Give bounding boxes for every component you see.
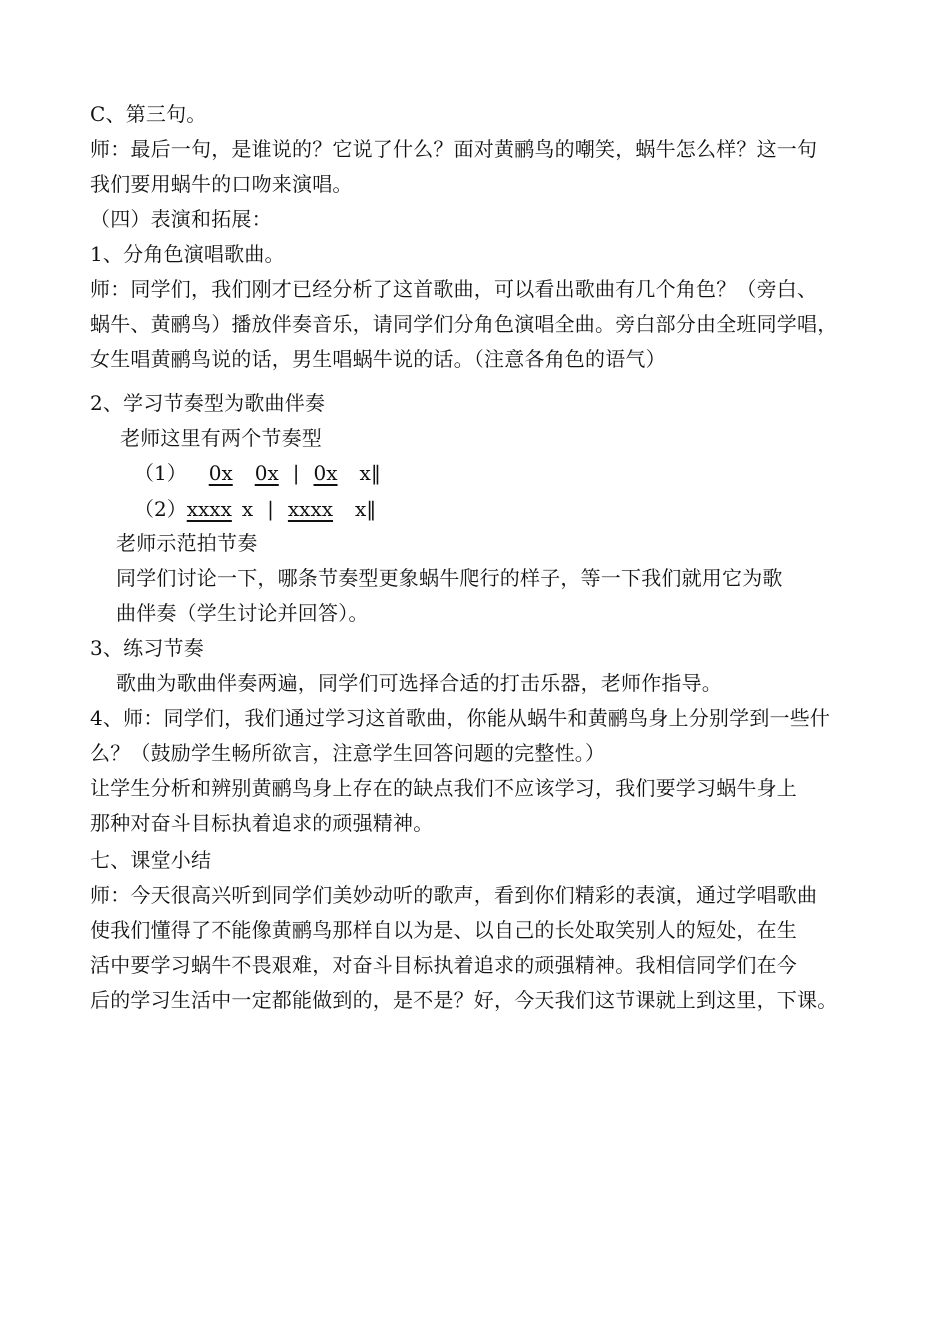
text-line: 3、练习节奏: [90, 636, 204, 660]
end-barline: ‖: [366, 497, 377, 521]
rhythm-label: （2）: [134, 497, 187, 521]
section-heading: （四）表演和拓展：: [90, 207, 272, 231]
rhythm-pattern-1: [134, 456, 381, 490]
rhythm-note: 0x: [208, 461, 233, 485]
text-line: 让学生分析和辨别黄鹂鸟身上存在的缺点我们不应该学习，我们要学习蜗牛身上: [90, 776, 797, 800]
rhythm-note: 0x: [254, 461, 279, 485]
text-line: 歌曲为歌曲伴奏两遍，同学们可选择合适的打击乐器，老师作指导。: [116, 671, 722, 695]
text-line: 师：今天很高兴听到同学们美妙动听的歌声，看到你们精彩的表演，通过学唱歌曲: [90, 883, 818, 907]
text-line: 那种对奋斗目标执着追求的顽强精神。: [90, 811, 434, 835]
section-heading: 七、课堂小结: [90, 848, 212, 872]
text-line: 老师示范拍节奏: [116, 531, 258, 555]
text-line: 师：同学们，我们刚才已经分析了这首歌曲，可以看出歌曲有几个角色？（旁白、: [90, 277, 818, 301]
text-line: 蜗牛、黄鹂鸟）播放伴奏音乐，请同学们分角色演唱全曲。旁白部分由全班同学唱，: [90, 312, 838, 336]
end-barline: ‖: [370, 461, 381, 485]
text-line: 么？（鼓励学生畅所欲言，注意学生回答问题的完整性。）: [90, 741, 606, 765]
text-line: 老师这里有两个节奏型: [120, 426, 322, 450]
text-line: 曲伴奏（学生讨论并回答）。: [116, 601, 369, 625]
text-line: 女生唱黄鹂鸟说的话，男生唱蜗牛说的话。（注意各角色的语气）: [90, 347, 666, 371]
text-line: 2、学习节奏型为歌曲伴奏: [90, 391, 326, 415]
text-line: 使我们懂得了不能像黄鹂鸟那样自以为是、以自己的长处取笑别人的短处，在生: [90, 918, 797, 942]
rhythm-note: 0x: [313, 461, 338, 485]
rhythm-note: xxxx: [287, 497, 334, 521]
rhythm-note: x: [359, 461, 371, 485]
text-line: C、第三句。: [90, 102, 207, 126]
rhythm-note: x: [355, 497, 367, 521]
text-line: 1、分角色演唱歌曲。: [90, 242, 285, 266]
text-line: 活中要学习蜗牛不畏艰难，对奋斗目标执着追求的顽强精神。我相信同学们在今: [90, 953, 797, 977]
barline: |: [292, 461, 300, 485]
rhythm-pattern-2: [134, 492, 376, 526]
text-line: 4、师：同学们，我们通过学习这首歌曲，你能从蜗牛和黄鹂鸟身上分别学到一些什: [90, 706, 831, 730]
rhythm-label: （1）: [134, 461, 187, 485]
text-line: 师：最后一句，是谁说的？它说了什么？面对黄鹂鸟的嘲笑，蜗牛怎么样？这一句: [90, 137, 818, 161]
text-line: 后的学习生活中一定都能做到的，是不是？好，今天我们这节课就上到这里，下课。: [90, 988, 838, 1012]
rhythm-note: x: [241, 497, 254, 521]
barline: |: [267, 497, 274, 521]
text-line: 我们要用蜗牛的口吻来演唱。: [90, 172, 353, 196]
rhythm-note: xxxx: [186, 497, 232, 521]
text-line: 同学们讨论一下，哪条节奏型更象蜗牛爬行的样子，等一下我们就用它为歌: [116, 566, 783, 590]
